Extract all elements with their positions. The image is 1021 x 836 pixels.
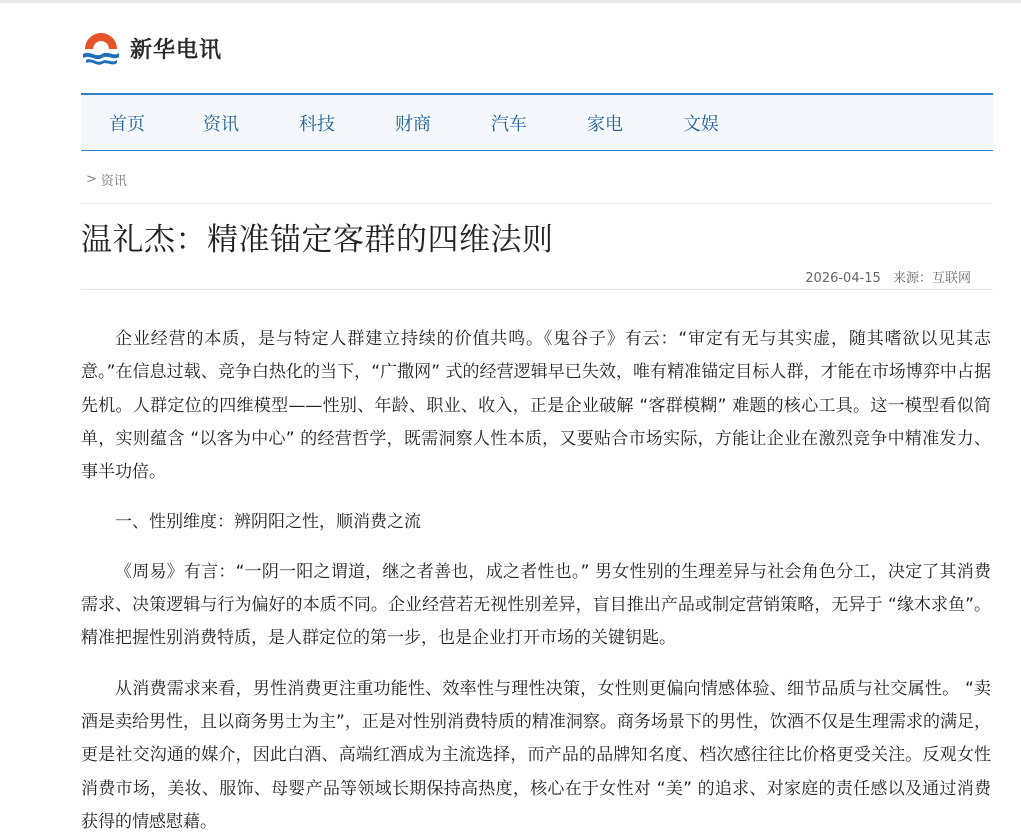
breadcrumb-link-news[interactable]: 资讯 xyxy=(100,174,127,189)
nav-item-appliance[interactable]: 家电 xyxy=(587,113,623,135)
breadcrumb-divider xyxy=(81,203,993,204)
article-body xyxy=(81,323,991,836)
article-title: 温礼杰：精准锚定客群的四维法则 xyxy=(81,222,554,258)
nav-item-entertainment[interactable]: 文娱 xyxy=(683,113,719,135)
main-nav xyxy=(81,93,993,151)
wave-sun-logo-icon xyxy=(80,27,122,69)
site-logo[interactable] xyxy=(80,25,222,71)
nav-item-home[interactable]: 首页 xyxy=(109,113,145,135)
nav-item-news[interactable]: 资讯 xyxy=(203,113,239,135)
site-name: 新华电讯 xyxy=(130,37,223,63)
breadcrumb xyxy=(86,170,127,189)
nav-item-tech[interactable]: 科技 xyxy=(299,113,335,135)
article-meta xyxy=(805,267,971,286)
article-paragraph: 《周易》有言：“一阴一阳之谓道，继之者善也，成之者性也。” 男女性别的生理差异与社会角色分工，决定了其消费需求、决策逻辑与行为偏好的本质不同。企业经营若无视性别差异，盲目推出产品或制定营销策略，无异于 “缘木求鱼”。精准把握性别消费特质，是人群定位的第一步，也是企业打开市场的关键钥匙。 xyxy=(81,561,991,649)
article-paragraph: 企业经营的本质，是与特定人群建立持续的价值共鸣。《鬼谷子》有云：“审定有无与其实虚，随其嗜欲以见其志意。”在信息过载、竞争白热化的当下，“广撒网” 式的经营逻辑早已失效，唯有精准锚定目标人群，才能在市场博弈中占据先机。人群定位的四维模型——性别、年龄、职业、收入，正是企业破解 “客群模糊” 难题的核心工具。这一模型看似简单，实则蕴含 “以客为中心” 的经营哲学，既需洞察人性本质，又要贴合市场实际，方能让企业在激烈竞争中精准发力、事半功倍。 xyxy=(81,329,991,483)
meta-divider xyxy=(81,289,993,290)
nav-item-finance[interactable]: 财商 xyxy=(395,113,431,135)
section-heading: 一、性别维度：辨阴阳之性，顺消费之流 xyxy=(115,512,421,533)
breadcrumb-separator: > xyxy=(86,172,97,187)
nav-item-auto[interactable]: 汽车 xyxy=(491,113,527,135)
article-date: 2026-04-15 xyxy=(805,271,881,286)
article-paragraph: 从消费需求来看，男性消费更注重功能性、效率性与理性决策，女性则更偏向情感体验、细节品质与社交属性。 “卖酒是卖给男性，且以商务男士为主”，正是对性别消费特质的精准洞察。商务场景下的男性，饮酒不仅是生理需求的满足，更是社交沟通的媒介，因此白酒、高端红酒成为主流选择，而产品的品牌知名度、档次感往往比价格更受关注。反观女性消费市场，美妆、服饰、母婴产品等领域长期保持高热度，核心在于女性对 “美” 的追求、对家庭的责任感以及通过消费获得的情感慰藉。 xyxy=(81,678,991,832)
article-source: 来源：互联网 xyxy=(892,271,971,286)
top-divider xyxy=(0,0,1021,3)
